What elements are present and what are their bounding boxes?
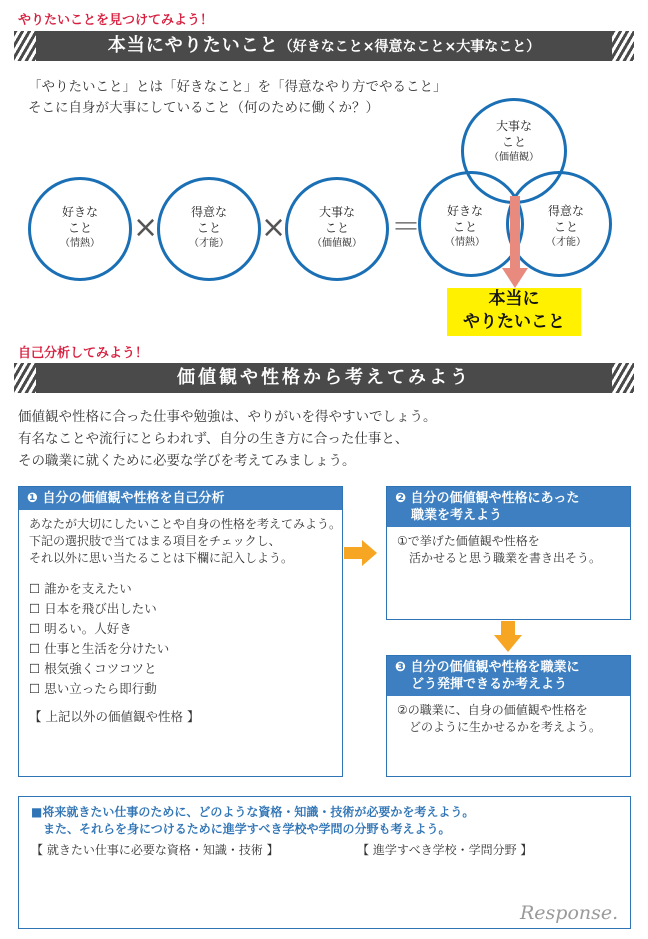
- section2-banner: [14, 363, 634, 393]
- panel3-number: ❸: [395, 660, 407, 675]
- circle-values-line1: 大事な: [318, 205, 355, 219]
- checklist-item-label: 仕事と生活を分けたい: [44, 641, 170, 656]
- section1-intro-line1: 「やりたいこと」とは「好きなこと」を「得意なやり方でやること」: [28, 79, 447, 95]
- checkbox-icon[interactable]: ☐: [29, 601, 41, 616]
- venn-values-text: [461, 118, 567, 166]
- checklist-item[interactable]: [29, 599, 332, 619]
- panel-suitable-jobs: [386, 486, 631, 620]
- venn-values-line1: 大事な: [495, 119, 532, 133]
- circle-talent-text: [157, 204, 261, 252]
- venn-values-line2: こと: [501, 135, 526, 149]
- venn-passion-line2: こと: [452, 220, 477, 234]
- panel3-body-line2: どのように生かせるかを考えよう。: [409, 720, 602, 734]
- section1-banner-title: [14, 31, 634, 61]
- checkbox-icon[interactable]: ☐: [29, 661, 41, 676]
- circle-values-text: [285, 204, 389, 252]
- panel1-body: [19, 510, 342, 733]
- panel3-body[interactable]: [387, 696, 630, 742]
- future-plan-line1: ■将来就きたい仕事のために、どのような資格・知識・技術が必要かを考えよう。: [31, 805, 475, 819]
- checklist-item[interactable]: [29, 659, 332, 679]
- panel2-title-line2: 職業を考えよう: [411, 508, 503, 523]
- other-values-label[interactable]: 【 上記以外の価値観や性格 】: [29, 709, 200, 724]
- section1-label: やりたいことを見つけてみよう！: [18, 13, 214, 28]
- panel2-title-line1: 自分の価値観や性格にあった: [410, 491, 580, 506]
- panel-self-analysis: [18, 486, 343, 777]
- result-line2: やりたいこと: [463, 312, 565, 332]
- future-plan-line2: また、それらを身につけるために進学すべき学校や学問の分野も考えよう。: [43, 822, 451, 836]
- checklist-item-label: 誰かを支えたい: [44, 581, 132, 596]
- required-skills-label: 【 就きたい仕事に必要な資格・知識・技術 】: [31, 843, 279, 857]
- circle-values-line2: こと: [324, 221, 349, 235]
- result-line1: 本当に: [488, 289, 540, 309]
- panel3-header: [387, 656, 630, 696]
- venn-passion-line1: 好きな: [446, 204, 483, 218]
- checklist-item-label: 日本を飛び出したい: [44, 601, 157, 616]
- panel1-desc-line3: それ以外に思い当たることは下欄に記入しよう。: [29, 551, 294, 565]
- circle-passion-line1: 好きな: [61, 205, 98, 219]
- venn-values-line3: （価値観）: [489, 152, 539, 163]
- circle-talent-line3: （才能）: [189, 238, 229, 249]
- panel1-header: [19, 487, 342, 510]
- checklist-item-label: 思い立ったら即行動: [44, 681, 157, 696]
- venn-talent-line2: こと: [553, 220, 578, 234]
- checkbox-icon[interactable]: ☐: [29, 681, 41, 696]
- panel2-number: ❷: [395, 491, 407, 506]
- panel1-desc-line1: あなたが大切にしたいことや自身の性格を考えてみよう。: [29, 517, 342, 531]
- section2-banner-title: 価値観や性格から考えてみよう: [177, 367, 471, 388]
- times-operator-1: ×: [133, 210, 159, 245]
- venn-talent-line1: 得意な: [547, 204, 584, 218]
- section2-intro-line3: その職業に就くために必要な学びを考えてみましょう。: [18, 453, 356, 469]
- venn-talent-text: [521, 203, 611, 251]
- checkbox-icon[interactable]: ☐: [29, 641, 41, 656]
- section2-intro-line2: 有名なことや流行にとらわれず、自分の生き方に合った仕事と、: [18, 431, 409, 447]
- down-arrow-icon-2: [494, 621, 522, 653]
- panel3-title-line1: 自分の価値観や性格を職業に: [410, 660, 580, 675]
- schools-fields-label: 【 進学すべき学校・学問分野 】: [357, 843, 533, 857]
- panel2-header: [387, 487, 630, 527]
- circle-passion-text: [28, 204, 132, 252]
- panel3-title-line2: どう発揮できるか考えよう: [411, 677, 568, 692]
- panel1-number: ❶: [27, 491, 39, 506]
- checklist-item[interactable]: [29, 619, 332, 639]
- checklist-item[interactable]: [29, 679, 332, 699]
- checklist-item-label: 根気強くコツコツと: [44, 661, 157, 676]
- venn-passion-line3: （情熱）: [445, 237, 485, 248]
- down-arrow-icon: [500, 196, 530, 290]
- future-plan-instructions: [19, 797, 630, 838]
- checkbox-icon[interactable]: ☐: [29, 621, 41, 636]
- section1-banner: [14, 31, 634, 61]
- checkbox-icon[interactable]: ☐: [29, 581, 41, 596]
- panel2-body[interactable]: [387, 527, 630, 573]
- panel3-body-line1: ②の職業に、自身の価値観や性格を: [397, 703, 588, 717]
- response-logo: Response.: [520, 902, 619, 924]
- circle-talent-line1: 得意な: [190, 205, 227, 219]
- panel1-title: 自分の価値観や性格を自己分析: [42, 491, 225, 506]
- banner-subtitle: （好きなこと×得意なこと×大事なこと）: [278, 39, 541, 55]
- panel1-desc-line2: 下記の選択肢で当てはまる項目をチェックし、: [29, 534, 281, 548]
- equals-operator: ＝: [391, 210, 421, 245]
- venn-talent-line3: （才能）: [546, 237, 586, 248]
- section1-intro-line2: そこに自身が大事にしていること（何のために働くか？）: [28, 100, 379, 116]
- right-arrow-icon: [344, 540, 378, 566]
- circle-passion-line3: （情熱）: [60, 238, 100, 249]
- panel2-body-line2: 活かせると思う職業を書き出そう。: [409, 551, 602, 565]
- banner-main-title: 本当にやりたいこと: [107, 35, 279, 56]
- panel2-body-line1: ①で挙げた価値観や性格を: [397, 534, 540, 548]
- circle-passion-line2: こと: [67, 221, 92, 235]
- checklist-item[interactable]: [29, 639, 332, 659]
- circle-talent-line2: こと: [196, 221, 221, 235]
- section2-intro-line1: 価値観や性格に合った仕事や勉強は、やりがいを得やすいでしょう。: [18, 409, 437, 425]
- result-highlight: [447, 288, 581, 336]
- section2-label: 自己分析してみよう！: [18, 346, 149, 361]
- panel-apply-values: [386, 655, 631, 777]
- venn-passion-text: [420, 203, 510, 251]
- circle-values-line3: （価値観）: [312, 238, 362, 249]
- checklist-item-label: 明るい。人好き: [44, 621, 132, 636]
- checklist-item[interactable]: [29, 579, 332, 599]
- times-operator-2: ×: [261, 210, 287, 245]
